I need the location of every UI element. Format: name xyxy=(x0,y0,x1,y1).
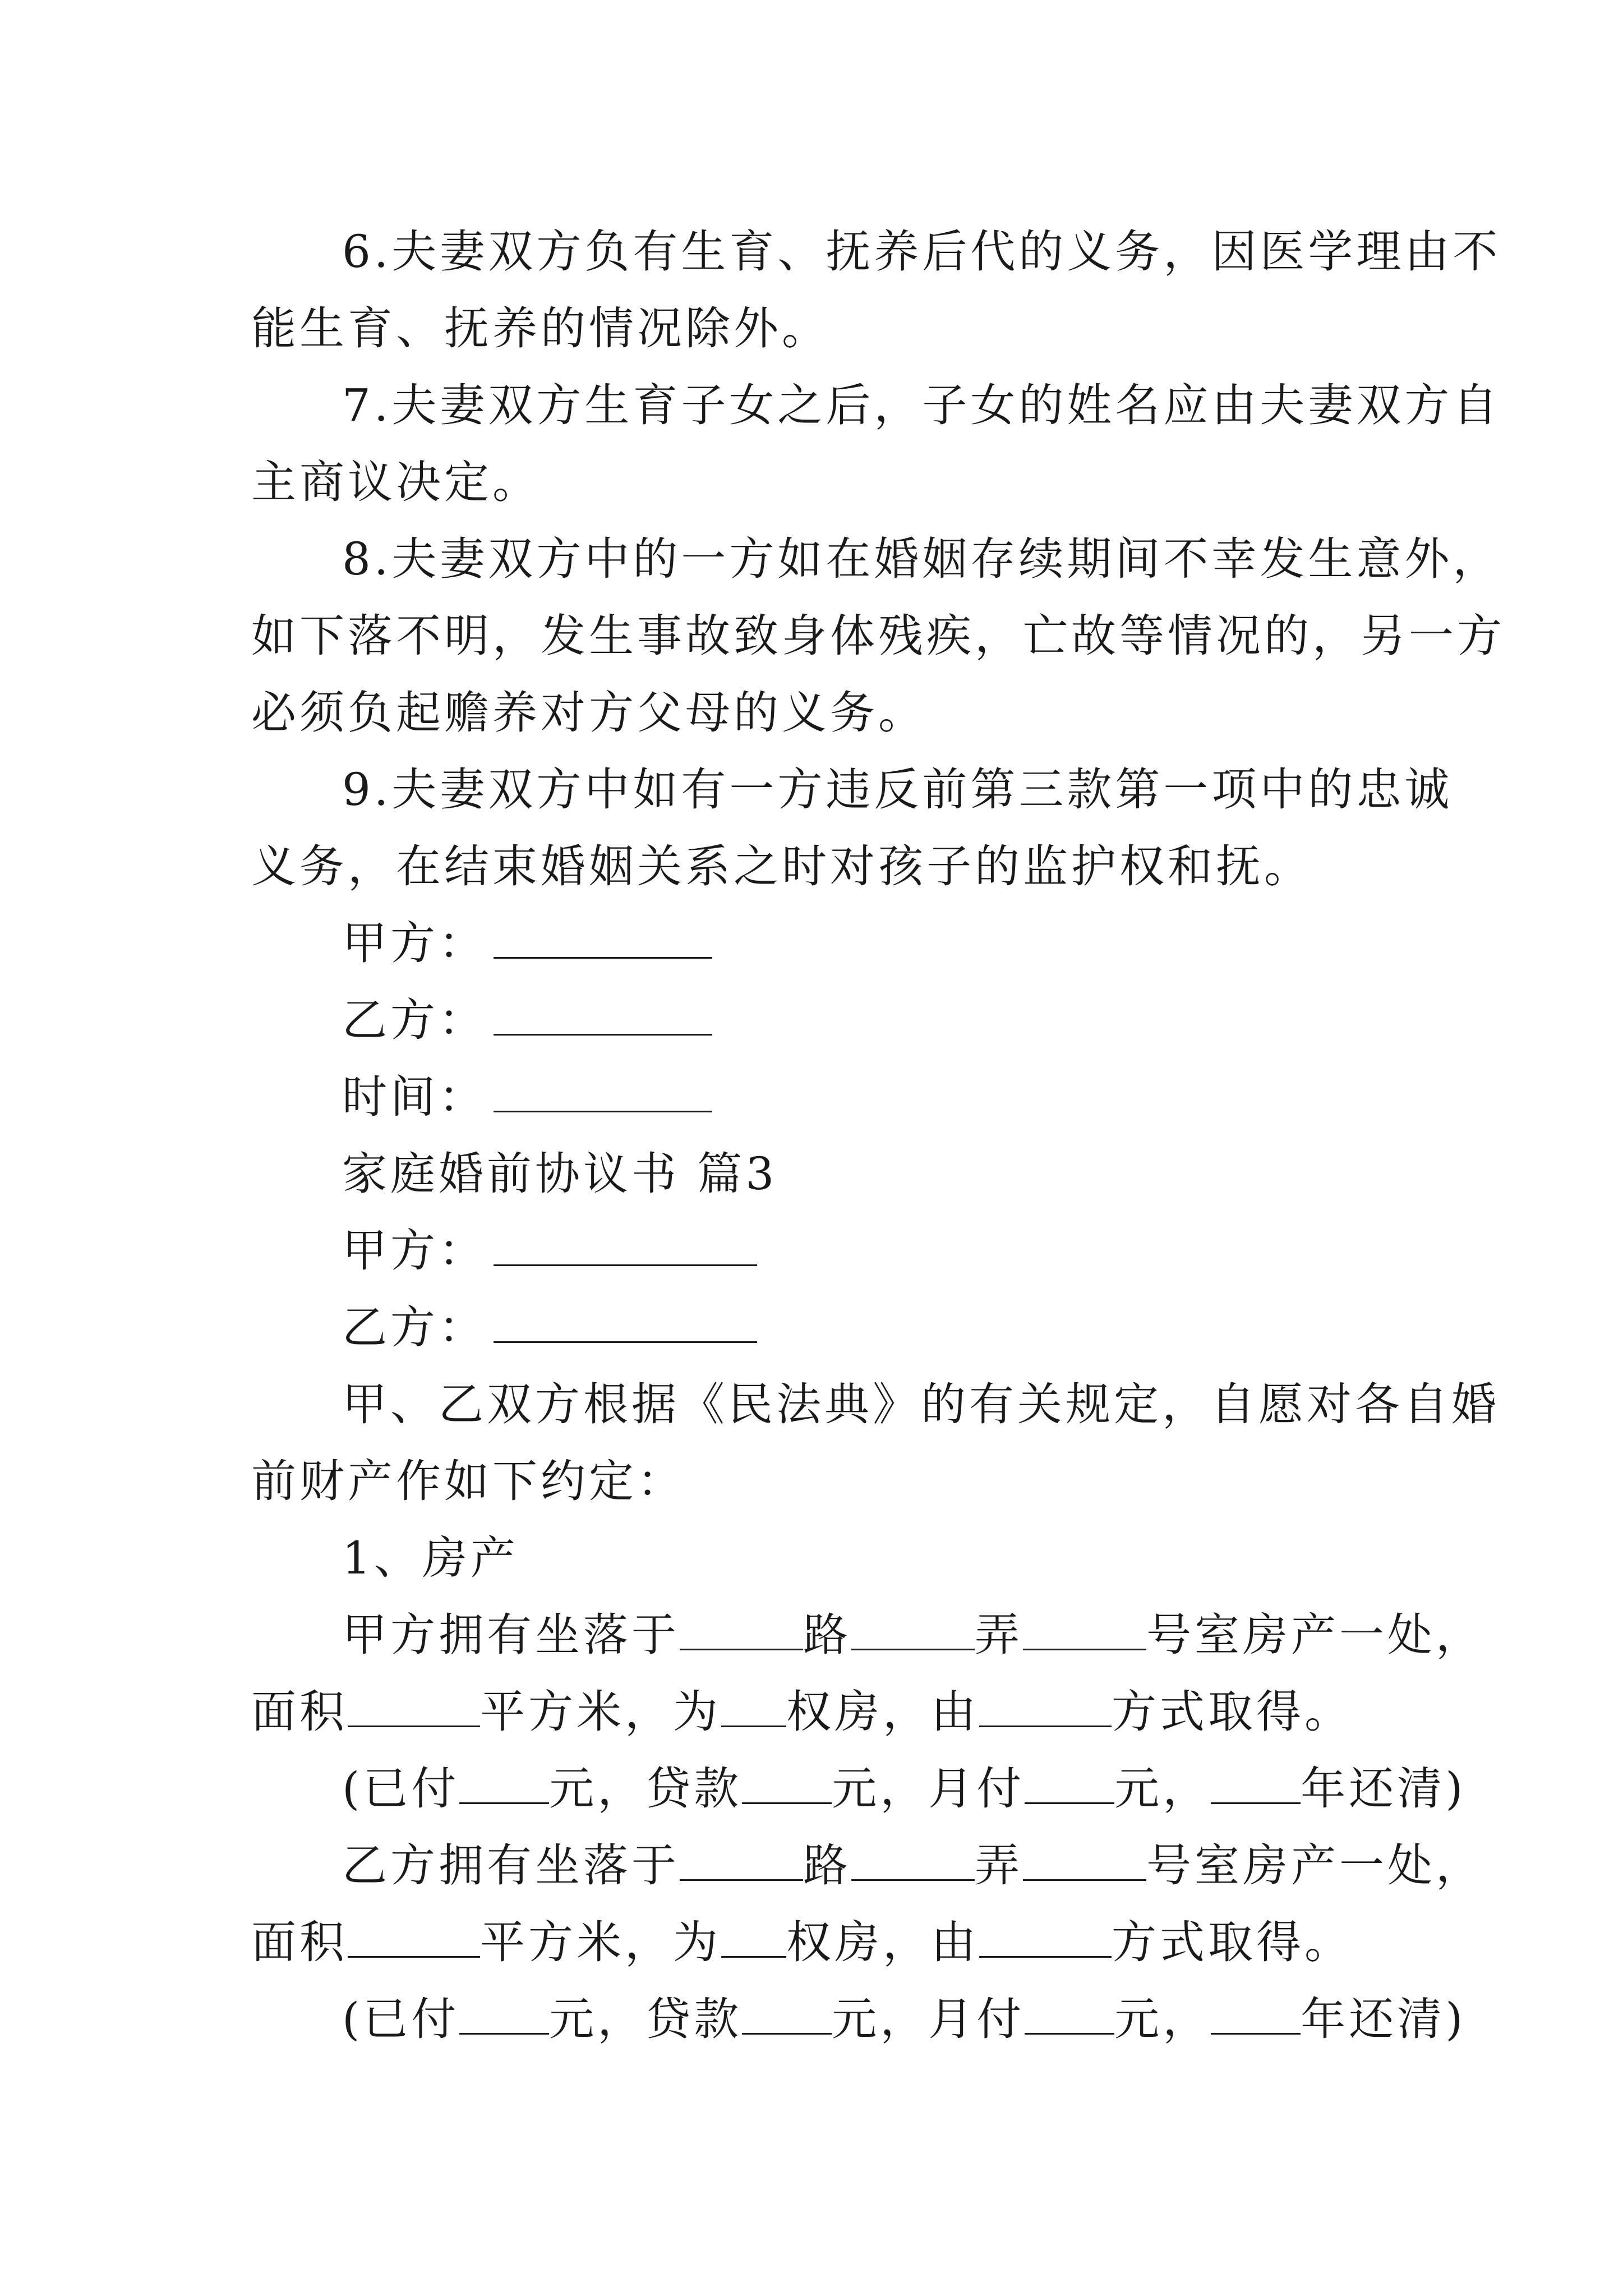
property-b-years-field[interactable] xyxy=(1211,1996,1301,2035)
property-a-room-field[interactable] xyxy=(1023,1612,1146,1650)
property-a-years-field[interactable] xyxy=(1211,1765,1301,1804)
property-a-area-unit: 平方米，为 xyxy=(480,1686,721,1738)
property-b-lane-field[interactable] xyxy=(851,1842,975,1881)
property-b-paid-field[interactable] xyxy=(459,1996,549,2035)
signature-time-row xyxy=(251,1059,1395,1135)
property-b-ownership-label: 权房，由 xyxy=(786,1916,979,1968)
property-b-loan-field[interactable] xyxy=(742,1996,832,2035)
section-3-party-a-row xyxy=(251,1212,1395,1289)
section-3-party-b-field[interactable] xyxy=(494,1304,757,1343)
clause-8-line-2: 如下落不明，发生事故致身体残疾，亡故等情况的，另一方 xyxy=(251,610,1505,662)
property-a-paid-field[interactable] xyxy=(459,1765,549,1804)
signature-time-field[interactable] xyxy=(494,1074,712,1112)
property-b-area-prefix: 面积 xyxy=(251,1916,348,1968)
property-a-monthly-label: 元，月付 xyxy=(832,1763,1025,1815)
clause-9-line-1: 9.夫妻双方中如有一方违反前第三款第一项中的忠诚 xyxy=(342,763,1453,816)
property-b-room-field[interactable] xyxy=(1023,1842,1146,1881)
property-b-line-2 xyxy=(251,1904,1395,1981)
property-a-ownership-field[interactable] xyxy=(721,1688,786,1727)
clause-7-line-1: 7.夫妻双方生育子女之后，子女的姓名应由夫妻双方自 xyxy=(342,379,1501,431)
property-b-monthly-label: 元，月付 xyxy=(832,1993,1025,2045)
property-a-ownership-label: 权房，由 xyxy=(786,1686,979,1738)
signature-time-label: 时间： xyxy=(342,1071,487,1123)
property-a-line-3 xyxy=(251,1750,1467,1827)
item-1-heading: 1、房产 xyxy=(342,1532,519,1584)
section-3-title: 家庭婚前协议书 篇3 xyxy=(342,1148,778,1200)
property-a-room-suffix: 号室房产一处， xyxy=(1146,1609,1484,1661)
section-3-party-b-label: 乙方： xyxy=(342,1301,487,1354)
property-b-area-field[interactable] xyxy=(348,1919,480,1958)
clause-6-line-1: 6.夫妻双方负有生育、抚养后代的义务，因医学理由不 xyxy=(342,226,1501,278)
property-b-room-suffix: 号室房产一处， xyxy=(1146,1839,1484,1892)
property-a-paid-off-label: 年还清) xyxy=(1301,1763,1467,1815)
property-a-yuan-label: 元， xyxy=(1114,1763,1211,1815)
clause-8-line-1: 8.夫妻双方中的一方如在婚姻存续期间不幸发生意外， xyxy=(342,533,1501,585)
property-a-acquire-label: 方式取得。 xyxy=(1112,1686,1353,1738)
signature-party-a-field[interactable] xyxy=(494,920,712,959)
property-b-paid-off-label: 年还清) xyxy=(1301,1993,1467,2045)
property-b-acquire-field[interactable] xyxy=(979,1919,1112,1958)
clause-6-line-2: 能生育、抚养的情况除外。 xyxy=(251,302,830,355)
property-b-yuan-label: 元， xyxy=(1114,1993,1211,2045)
signature-party-a-row xyxy=(251,905,1395,982)
property-b-lane-label: 弄 xyxy=(975,1839,1023,1892)
section-3-intro-line-1: 甲、乙双方根据《民法典》的有关规定，自愿对各自婚 xyxy=(342,1378,1500,1430)
property-a-line-2 xyxy=(251,1673,1395,1750)
property-b-monthly-field[interactable] xyxy=(1025,1996,1114,2035)
property-b-loan-label: 元，贷款 xyxy=(549,1993,743,2045)
signature-party-a-label: 甲方： xyxy=(342,917,487,969)
property-b-area-unit: 平方米，为 xyxy=(480,1916,721,1968)
property-a-paid-label: (已付 xyxy=(342,1763,460,1815)
signature-party-b-row xyxy=(251,982,1395,1059)
property-a-owner-prefix: 甲方拥有坐落于 xyxy=(342,1609,680,1661)
section-3-party-b-row xyxy=(251,1289,1395,1366)
property-a-acquire-field[interactable] xyxy=(979,1688,1112,1727)
clause-9-line-2: 义务，在结束婚姻关系之时对孩子的监护权和抚。 xyxy=(251,840,1312,892)
property-a-line-1 xyxy=(251,1596,1484,1673)
property-b-road-label: 路 xyxy=(803,1839,851,1892)
property-a-road-label: 路 xyxy=(803,1609,851,1661)
signature-party-b-label: 乙方： xyxy=(342,994,487,1046)
signature-party-b-field[interactable] xyxy=(494,997,712,1036)
clause-7-line-2: 主商议决定。 xyxy=(251,456,541,508)
property-a-lane-label: 弄 xyxy=(975,1609,1023,1661)
property-a-area-prefix: 面积 xyxy=(251,1686,348,1738)
property-a-area-field[interactable] xyxy=(348,1688,480,1727)
property-b-ownership-field[interactable] xyxy=(721,1919,786,1958)
property-b-line-3 xyxy=(251,1981,1467,2058)
property-b-owner-prefix: 乙方拥有坐落于 xyxy=(342,1839,680,1892)
clause-8-line-3: 必须负起赡养对方父母的义务。 xyxy=(251,687,926,739)
property-a-lane-field[interactable] xyxy=(851,1612,975,1650)
property-a-loan-field[interactable] xyxy=(742,1765,832,1804)
property-b-acquire-label: 方式取得。 xyxy=(1112,1916,1353,1968)
property-b-paid-label: (已付 xyxy=(342,1993,460,2045)
section-3-party-a-label: 甲方： xyxy=(342,1225,487,1277)
document-body xyxy=(251,213,1505,2058)
property-b-road-field[interactable] xyxy=(680,1842,803,1881)
property-a-monthly-field[interactable] xyxy=(1025,1765,1114,1804)
section-3-intro-line-2: 前财产作如下约定： xyxy=(251,1455,685,1507)
property-a-road-field[interactable] xyxy=(680,1612,803,1650)
property-b-line-1 xyxy=(251,1827,1484,1904)
section-3-party-a-field[interactable] xyxy=(494,1227,757,1266)
property-a-loan-label: 元，贷款 xyxy=(549,1763,743,1815)
